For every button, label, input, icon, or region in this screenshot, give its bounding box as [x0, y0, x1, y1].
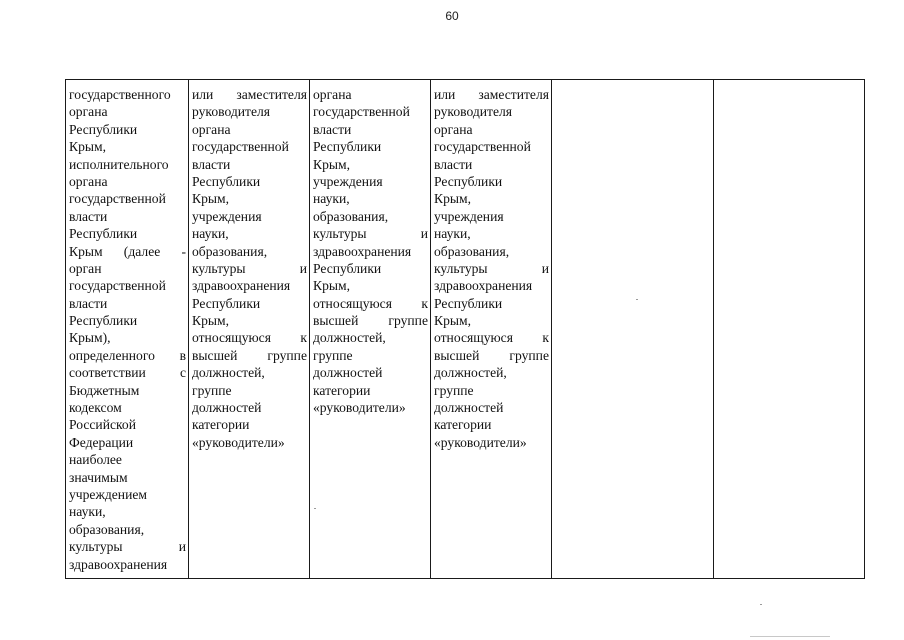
cell-text [192, 86, 307, 451]
cell-text [313, 86, 428, 416]
cell-line: образования, [313, 208, 389, 224]
cell-line: органа [313, 87, 352, 102]
cell-line: определенного в [69, 347, 186, 363]
cell-line: «руководители» [434, 434, 527, 450]
cell-line: группе [434, 382, 474, 398]
cell-line: «руководители» [192, 434, 285, 450]
cell-line: Республики [192, 173, 261, 189]
cell-line: Крым, [434, 191, 471, 207]
cell-line: Федерации [69, 434, 134, 450]
cell-line: культуры и [69, 539, 186, 555]
cell-line: или заместителя [192, 87, 307, 102]
cell-line: учреждения [192, 208, 262, 224]
cell-line: Крым, [313, 156, 350, 172]
cell-line: соответствии с [69, 365, 186, 381]
table-cell-col4 [431, 80, 552, 579]
cell-line: Крым, [192, 191, 229, 207]
table-row [66, 80, 865, 579]
cell-line: Республики [434, 295, 503, 311]
cell-line: относящуюся к [434, 330, 549, 346]
cell-line: Крым, [69, 139, 106, 155]
cell-line: государственной [313, 104, 410, 120]
cell-line: категории [313, 382, 371, 398]
table-cell-col1 [66, 80, 189, 579]
table-cell-col3 [310, 80, 431, 579]
cell-line: Республики [313, 139, 382, 155]
cell-line: государственной [69, 278, 166, 294]
cell-line: государственного [69, 87, 171, 102]
cell-line: Республики [313, 260, 382, 276]
cell-line: наиболее [69, 452, 122, 468]
cell-line: высшей группе [313, 313, 428, 329]
cell-line: Крым, [192, 313, 229, 329]
cell-line: должностей [192, 400, 262, 416]
cell-line: государственной [69, 191, 166, 207]
cell-line: Республики [192, 295, 261, 311]
cell-line: высшей группе [192, 347, 307, 363]
cell-line: власти [434, 156, 473, 172]
cell-line: власти [69, 295, 108, 311]
cell-line: науки, [192, 226, 229, 242]
cell-line: значимым [69, 469, 128, 485]
cell-line: культуры и [313, 226, 428, 242]
scan-speck [314, 508, 316, 509]
cell-line: власти [313, 121, 352, 137]
cell-line: государственной [434, 139, 531, 155]
cell-line: Республики [434, 173, 503, 189]
cell-line: культуры и [192, 260, 307, 276]
document-table [65, 79, 865, 579]
cell-line: науки, [69, 504, 106, 520]
cell-line: категории [434, 417, 492, 433]
cell-line: Республики [69, 226, 138, 242]
cell-line: должностей, [192, 365, 265, 381]
cell-line: Крым, [434, 313, 471, 329]
scan-edge-line [750, 636, 830, 637]
cell-line: образования, [69, 521, 145, 537]
cell-line: органа [434, 121, 473, 137]
cell-line: исполнительного [69, 156, 169, 172]
cell-line: орган [69, 260, 102, 276]
table-cell-col6 [714, 80, 865, 579]
cell-line: органа [192, 121, 231, 137]
cell-line: власти [192, 156, 231, 172]
cell-line: группе [192, 382, 232, 398]
table-cell-col2 [189, 80, 310, 579]
cell-line: Крым), [69, 330, 111, 346]
scan-speck [636, 299, 638, 300]
cell-line: здравоохранения [434, 278, 533, 294]
cell-line: здравоохранения [192, 278, 291, 294]
cell-line: группе [313, 347, 353, 363]
cell-line: Республики [69, 121, 138, 137]
cell-line: Российской [69, 417, 136, 433]
cell-line: руководителя [192, 104, 271, 120]
cell-line: должностей [313, 365, 383, 381]
cell-line: здравоохранения [313, 243, 412, 259]
cell-line: Республики [69, 313, 138, 329]
cell-line: науки, [313, 191, 350, 207]
cell-line: государственной [192, 139, 289, 155]
cell-line: «руководители» [313, 400, 406, 416]
cell-line: высшей группе [434, 347, 549, 363]
cell-text [434, 86, 549, 451]
cell-line: относящуюся к [313, 295, 428, 311]
cell-line: Крым, [313, 278, 350, 294]
cell-line: науки, [434, 226, 471, 242]
cell-line: образования, [434, 243, 510, 259]
cell-line: Крым (далее - [69, 243, 186, 259]
cell-text [69, 86, 186, 573]
cell-line: учреждения [313, 173, 383, 189]
cell-line: культуры и [434, 260, 549, 276]
cell-line: учреждением [69, 486, 147, 502]
cell-line: должностей, [434, 365, 507, 381]
table-cell-col5 [552, 80, 714, 579]
cell-line: здравоохранения [69, 556, 168, 572]
scan-speck [760, 604, 762, 605]
page-number: 60 [445, 9, 459, 23]
cell-line: власти [69, 208, 108, 224]
cell-line: категории [192, 417, 250, 433]
cell-line: относящуюся к [192, 330, 307, 346]
cell-line: кодексом [69, 400, 122, 416]
cell-line: органа [69, 173, 108, 189]
cell-line: должностей [434, 400, 504, 416]
cell-line: образования, [192, 243, 268, 259]
cell-line: руководителя [434, 104, 513, 120]
cell-line: должностей, [313, 330, 386, 346]
cell-line: органа [69, 104, 108, 120]
cell-line: учреждения [434, 208, 504, 224]
cell-line: или заместителя [434, 87, 549, 102]
cell-line: Бюджетным [69, 382, 140, 398]
